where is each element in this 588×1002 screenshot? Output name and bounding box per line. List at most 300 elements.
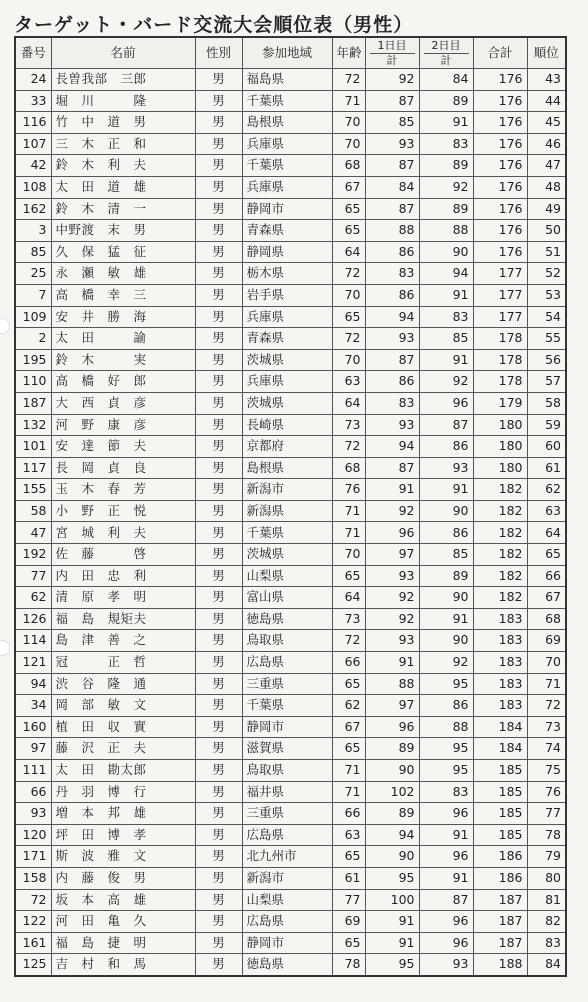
table-row	[15, 846, 566, 868]
cell-name: 内 藤 俊 男	[51, 867, 195, 889]
cell-gender: 男	[195, 69, 242, 91]
col-day1-bottom: 計	[386, 53, 398, 67]
cell-day1: 86	[365, 241, 419, 263]
cell-total: 182	[473, 544, 527, 566]
cell-age: 70	[332, 133, 365, 155]
cell-rank: 61	[527, 457, 566, 479]
cell-region: 静岡県	[242, 241, 332, 263]
col-day1	[365, 37, 419, 69]
cell-age: 67	[332, 176, 365, 198]
cell-rank: 47	[527, 155, 566, 177]
cell-gender: 男	[195, 587, 242, 609]
cell-day1: 92	[365, 587, 419, 609]
col-gender: 性別	[195, 37, 242, 69]
cell-gender: 男	[195, 673, 242, 695]
cell-region: 栃木県	[242, 263, 332, 285]
cell-day2: 83	[419, 306, 473, 328]
table-row	[15, 932, 566, 954]
cell-total: 176	[473, 90, 527, 112]
cell-day2: 93	[419, 457, 473, 479]
cell-rank: 73	[527, 716, 566, 738]
cell-day2: 87	[419, 889, 473, 911]
cell-age: 72	[332, 436, 365, 458]
cell-total: 176	[473, 69, 527, 91]
cell-rank: 52	[527, 263, 566, 285]
cell-name: 渋 谷 隆 通	[51, 673, 195, 695]
cell-number: 121	[15, 652, 51, 674]
cell-age: 70	[332, 112, 365, 134]
cell-region: 広島県	[242, 652, 332, 674]
cell-region: 山梨県	[242, 889, 332, 911]
cell-name: 大 西 貞 彦	[51, 392, 195, 414]
cell-name: 鈴 木 実	[51, 349, 195, 371]
cell-number: 171	[15, 846, 51, 868]
cell-age: 72	[332, 263, 365, 285]
table-row	[15, 954, 566, 976]
cell-day1: 95	[365, 954, 419, 976]
cell-region: 鳥取県	[242, 760, 332, 782]
cell-gender: 男	[195, 760, 242, 782]
cell-age: 66	[332, 652, 365, 674]
cell-total: 186	[473, 867, 527, 889]
table-row	[15, 500, 566, 522]
cell-day2: 86	[419, 522, 473, 544]
cell-day1: 87	[365, 90, 419, 112]
table-row	[15, 695, 566, 717]
cell-rank: 66	[527, 565, 566, 587]
cell-region: 茨城県	[242, 349, 332, 371]
cell-age: 61	[332, 867, 365, 889]
cell-number: 155	[15, 479, 51, 501]
cell-rank: 68	[527, 608, 566, 630]
cell-name: 宮 城 利 夫	[51, 522, 195, 544]
cell-gender: 男	[195, 436, 242, 458]
table-row	[15, 349, 566, 371]
col-total: 合計	[473, 37, 527, 69]
cell-rank: 64	[527, 522, 566, 544]
cell-day1: 91	[365, 652, 419, 674]
cell-day2: 88	[419, 716, 473, 738]
table-row	[15, 630, 566, 652]
cell-day2: 96	[419, 932, 473, 954]
cell-name: 福 島 捷 明	[51, 932, 195, 954]
cell-number: 187	[15, 392, 51, 414]
cell-gender: 男	[195, 263, 242, 285]
cell-day1: 87	[365, 457, 419, 479]
cell-region: 滋賀県	[242, 738, 332, 760]
cell-age: 71	[332, 522, 365, 544]
cell-rank: 56	[527, 349, 566, 371]
cell-region: 福島県	[242, 69, 332, 91]
cell-rank: 78	[527, 824, 566, 846]
cell-day2: 96	[419, 911, 473, 933]
cell-day2: 91	[419, 867, 473, 889]
cell-region: 長崎県	[242, 414, 332, 436]
cell-number: 108	[15, 176, 51, 198]
table-row	[15, 760, 566, 782]
cell-day1: 93	[365, 630, 419, 652]
cell-number: 158	[15, 867, 51, 889]
cell-rank: 59	[527, 414, 566, 436]
cell-name: 小 野 正 悦	[51, 500, 195, 522]
cell-total: 183	[473, 652, 527, 674]
cell-rank: 46	[527, 133, 566, 155]
cell-age: 65	[332, 673, 365, 695]
cell-number: 120	[15, 824, 51, 846]
cell-gender: 男	[195, 565, 242, 587]
cell-gender: 男	[195, 608, 242, 630]
cell-age: 70	[332, 544, 365, 566]
cell-gender: 男	[195, 457, 242, 479]
cell-rank: 83	[527, 932, 566, 954]
table-row	[15, 673, 566, 695]
cell-total: 186	[473, 846, 527, 868]
table-row	[15, 69, 566, 91]
cell-rank: 72	[527, 695, 566, 717]
cell-total: 176	[473, 112, 527, 134]
table-row	[15, 824, 566, 846]
cell-age: 72	[332, 630, 365, 652]
cell-age: 71	[332, 760, 365, 782]
cell-rank: 45	[527, 112, 566, 134]
table-row	[15, 176, 566, 198]
cell-gender: 男	[195, 328, 242, 350]
cell-number: 126	[15, 608, 51, 630]
cell-day1: 97	[365, 544, 419, 566]
cell-age: 71	[332, 90, 365, 112]
col-rank: 順位	[527, 37, 566, 69]
table-row	[15, 306, 566, 328]
cell-region: 千葉県	[242, 155, 332, 177]
cell-day1: 92	[365, 608, 419, 630]
cell-total: 185	[473, 803, 527, 825]
cell-rank: 63	[527, 500, 566, 522]
cell-day2: 90	[419, 630, 473, 652]
table-row	[15, 198, 566, 220]
cell-day2: 90	[419, 241, 473, 263]
cell-rank: 55	[527, 328, 566, 350]
cell-rank: 84	[527, 954, 566, 976]
cell-total: 179	[473, 392, 527, 414]
table-row	[15, 738, 566, 760]
cell-age: 70	[332, 349, 365, 371]
cell-day2: 85	[419, 328, 473, 350]
cell-day1: 86	[365, 284, 419, 306]
cell-rank: 79	[527, 846, 566, 868]
cell-age: 65	[332, 220, 365, 242]
cell-gender: 男	[195, 414, 242, 436]
cell-gender: 男	[195, 695, 242, 717]
cell-gender: 男	[195, 803, 242, 825]
table-row	[15, 522, 566, 544]
cell-name: 鈴 木 利 夫	[51, 155, 195, 177]
cell-day1: 93	[365, 565, 419, 587]
cell-name: 増 本 邦 雄	[51, 803, 195, 825]
cell-rank: 76	[527, 781, 566, 803]
cell-gender: 男	[195, 392, 242, 414]
cell-day2: 91	[419, 479, 473, 501]
cell-total: 188	[473, 954, 527, 976]
cell-number: 58	[15, 500, 51, 522]
cell-gender: 男	[195, 133, 242, 155]
cell-age: 76	[332, 479, 365, 501]
col-name: 名前	[51, 37, 195, 69]
cell-number: 161	[15, 932, 51, 954]
cell-name: 河 野 康 彦	[51, 414, 195, 436]
cell-region: 静岡市	[242, 932, 332, 954]
cell-day2: 86	[419, 436, 473, 458]
cell-number: 34	[15, 695, 51, 717]
cell-rank: 67	[527, 587, 566, 609]
cell-name: 久 保 猛 征	[51, 241, 195, 263]
cell-day2: 89	[419, 155, 473, 177]
cell-gender: 男	[195, 911, 242, 933]
cell-number: 25	[15, 263, 51, 285]
table-row	[15, 133, 566, 155]
cell-region: 広島県	[242, 824, 332, 846]
cell-number: 77	[15, 565, 51, 587]
cell-name: 竹 中 道 男	[51, 112, 195, 134]
cell-region: 静岡市	[242, 716, 332, 738]
cell-total: 182	[473, 565, 527, 587]
cell-day1: 94	[365, 436, 419, 458]
cell-day2: 92	[419, 371, 473, 393]
cell-region: 茨城県	[242, 392, 332, 414]
cell-age: 72	[332, 328, 365, 350]
cell-day1: 87	[365, 198, 419, 220]
cell-name: 植 田 収 實	[51, 716, 195, 738]
cell-rank: 57	[527, 371, 566, 393]
table-row	[15, 436, 566, 458]
cell-name: 三 木 正 和	[51, 133, 195, 155]
cell-day2: 84	[419, 69, 473, 91]
cell-name: 鈴 木 清 一	[51, 198, 195, 220]
cell-gender: 男	[195, 306, 242, 328]
cell-total: 182	[473, 479, 527, 501]
cell-total: 185	[473, 824, 527, 846]
cell-day1: 92	[365, 69, 419, 91]
cell-total: 180	[473, 436, 527, 458]
table-row	[15, 565, 566, 587]
cell-region: 静岡市	[242, 198, 332, 220]
cell-gender: 男	[195, 630, 242, 652]
cell-gender: 男	[195, 824, 242, 846]
cell-age: 67	[332, 716, 365, 738]
cell-rank: 44	[527, 90, 566, 112]
col-day2	[419, 37, 473, 69]
cell-gender: 男	[195, 522, 242, 544]
cell-rank: 69	[527, 630, 566, 652]
table-row	[15, 781, 566, 803]
cell-region: 三重県	[242, 803, 332, 825]
cell-number: 101	[15, 436, 51, 458]
cell-name: 岡 部 敏 文	[51, 695, 195, 717]
cell-name: 丹 羽 博 行	[51, 781, 195, 803]
cell-day1: 87	[365, 155, 419, 177]
cell-total: 187	[473, 889, 527, 911]
cell-age: 65	[332, 932, 365, 954]
cell-age: 65	[332, 565, 365, 587]
col-day2-top: 2日目	[424, 39, 469, 54]
cell-day1: 88	[365, 220, 419, 242]
cell-gender: 男	[195, 479, 242, 501]
col-number: 番号	[15, 37, 51, 69]
cell-day1: 90	[365, 846, 419, 868]
cell-day2: 83	[419, 133, 473, 155]
cell-day2: 92	[419, 176, 473, 198]
cell-day2: 91	[419, 824, 473, 846]
cell-rank: 77	[527, 803, 566, 825]
cell-region: 千葉県	[242, 90, 332, 112]
cell-total: 184	[473, 738, 527, 760]
cell-day1: 90	[365, 760, 419, 782]
cell-gender: 男	[195, 544, 242, 566]
cell-gender: 男	[195, 716, 242, 738]
table-row	[15, 457, 566, 479]
cell-total: 180	[473, 457, 527, 479]
cell-total: 176	[473, 155, 527, 177]
cell-day1: 94	[365, 824, 419, 846]
cell-region: 徳島県	[242, 608, 332, 630]
cell-rank: 75	[527, 760, 566, 782]
header-row	[15, 37, 566, 69]
table-row	[15, 220, 566, 242]
cell-number: 94	[15, 673, 51, 695]
table-row	[15, 371, 566, 393]
cell-day2: 91	[419, 349, 473, 371]
cell-total: 176	[473, 241, 527, 263]
cell-number: 162	[15, 198, 51, 220]
cell-name: 長 岡 貞 良	[51, 457, 195, 479]
cell-rank: 60	[527, 436, 566, 458]
cell-number: 85	[15, 241, 51, 263]
cell-total: 185	[473, 781, 527, 803]
cell-day1: 89	[365, 738, 419, 760]
table-row	[15, 716, 566, 738]
cell-rank: 51	[527, 241, 566, 263]
cell-region: 青森県	[242, 220, 332, 242]
cell-number: 7	[15, 284, 51, 306]
cell-day2: 90	[419, 500, 473, 522]
cell-number: 47	[15, 522, 51, 544]
cell-rank: 53	[527, 284, 566, 306]
cell-total: 183	[473, 695, 527, 717]
cell-number: 2	[15, 328, 51, 350]
cell-total: 183	[473, 673, 527, 695]
cell-region: 島根県	[242, 457, 332, 479]
cell-day2: 86	[419, 695, 473, 717]
cell-gender: 男	[195, 155, 242, 177]
cell-number: 107	[15, 133, 51, 155]
table-row	[15, 867, 566, 889]
cell-day1: 94	[365, 306, 419, 328]
table-row	[15, 263, 566, 285]
cell-age: 63	[332, 371, 365, 393]
cell-gender: 男	[195, 220, 242, 242]
cell-day1: 97	[365, 695, 419, 717]
cell-total: 178	[473, 328, 527, 350]
cell-age: 65	[332, 306, 365, 328]
cell-name: 高 橋 幸 三	[51, 284, 195, 306]
cell-gender: 男	[195, 371, 242, 393]
cell-day2: 83	[419, 781, 473, 803]
cell-age: 69	[332, 911, 365, 933]
cell-rank: 71	[527, 673, 566, 695]
cell-name: 坂 本 高 雄	[51, 889, 195, 911]
cell-day1: 83	[365, 392, 419, 414]
cell-total: 177	[473, 284, 527, 306]
table-row	[15, 241, 566, 263]
cell-name: 吉 村 和 馬	[51, 954, 195, 976]
table-row	[15, 112, 566, 134]
cell-gender: 男	[195, 846, 242, 868]
cell-age: 70	[332, 284, 365, 306]
cell-day1: 91	[365, 932, 419, 954]
cell-rank: 81	[527, 889, 566, 911]
cell-age: 73	[332, 414, 365, 436]
cell-region: 新潟県	[242, 500, 332, 522]
cell-rank: 65	[527, 544, 566, 566]
cell-day1: 88	[365, 673, 419, 695]
cell-age: 73	[332, 608, 365, 630]
cell-day1: 91	[365, 479, 419, 501]
cell-total: 178	[473, 371, 527, 393]
cell-day2: 89	[419, 90, 473, 112]
cell-gender: 男	[195, 284, 242, 306]
cell-gender: 男	[195, 241, 242, 263]
cell-day2: 89	[419, 565, 473, 587]
cell-number: 192	[15, 544, 51, 566]
cell-number: 116	[15, 112, 51, 134]
col-region: 参加地域	[242, 37, 332, 69]
cell-number: 109	[15, 306, 51, 328]
cell-name: 太 田 道 雄	[51, 176, 195, 198]
cell-gender: 男	[195, 889, 242, 911]
cell-age: 65	[332, 738, 365, 760]
cell-day1: 95	[365, 867, 419, 889]
cell-region: 兵庫県	[242, 371, 332, 393]
cell-total: 183	[473, 608, 527, 630]
cell-region: 新潟市	[242, 479, 332, 501]
cell-gender: 男	[195, 954, 242, 976]
cell-rank: 58	[527, 392, 566, 414]
cell-name: 藤 沢 正 夫	[51, 738, 195, 760]
cell-total: 177	[473, 263, 527, 285]
cell-age: 68	[332, 155, 365, 177]
cell-total: 187	[473, 932, 527, 954]
cell-age: 66	[332, 803, 365, 825]
cell-rank: 70	[527, 652, 566, 674]
cell-number: 117	[15, 457, 51, 479]
cell-name: 太 田 諭	[51, 328, 195, 350]
cell-region: 広島県	[242, 911, 332, 933]
page-title: ターゲット・バード交流大会順位表（男性）	[14, 14, 414, 36]
cell-gender: 男	[195, 500, 242, 522]
cell-number: 66	[15, 781, 51, 803]
cell-total: 187	[473, 911, 527, 933]
cell-name: 冠 正 哲	[51, 652, 195, 674]
cell-number: 132	[15, 414, 51, 436]
cell-region: 島根県	[242, 112, 332, 134]
cell-day2: 95	[419, 673, 473, 695]
cell-day1: 96	[365, 522, 419, 544]
cell-name: 中野渡 末 男	[51, 220, 195, 242]
cell-name: 福 島 規矩夫	[51, 608, 195, 630]
cell-day1: 83	[365, 263, 419, 285]
cell-region: 千葉県	[242, 522, 332, 544]
cell-number: 97	[15, 738, 51, 760]
cell-age: 64	[332, 241, 365, 263]
